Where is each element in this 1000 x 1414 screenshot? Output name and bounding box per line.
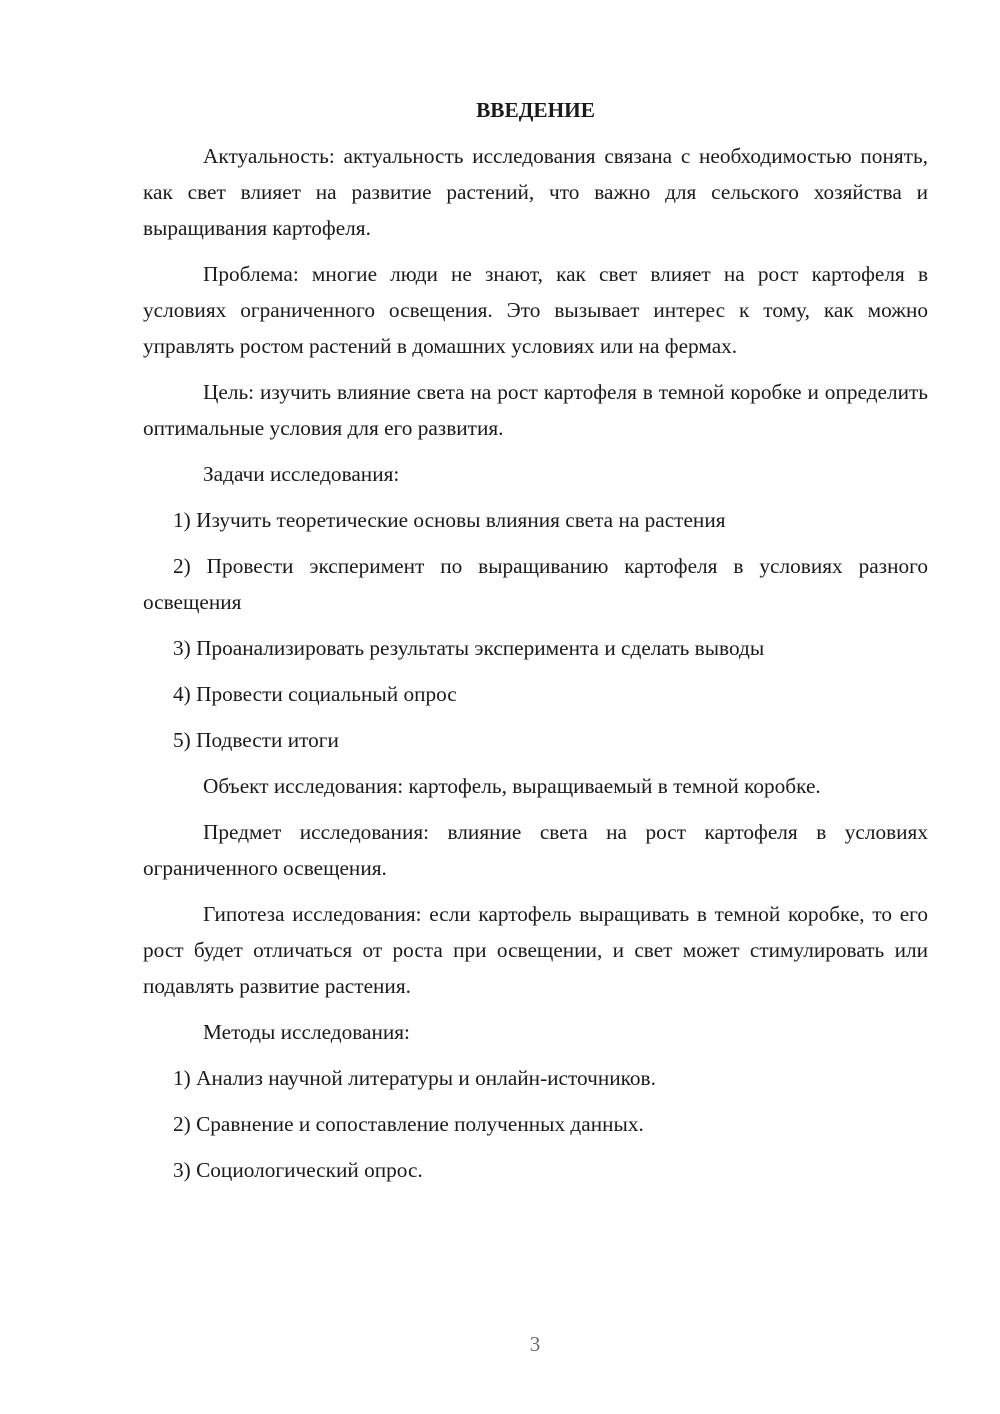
relevance-paragraph: Актуальность: актуальность исследования связана с необходимостью понять, как свет влияет на развитие растений, что важно для сельского хозяйства и выращивания картофеля. <box>143 144 928 240</box>
subject-paragraph: Предмет исследования: влияние света на рост картофеля в условиях ограниченного освещения. <box>143 820 928 880</box>
method-item-2: 2) Сравнение и сопоставление полученных данных. <box>173 1112 644 1136</box>
task-item-1: 1) Изучить теоретические основы влияния света на растения <box>173 508 726 532</box>
object-paragraph: Объект исследования: картофель, выращиваемый в темной коробке. <box>203 774 821 798</box>
page-number: 3 <box>529 1332 541 1356</box>
task-item-4: 4) Провести социальный опрос <box>173 682 457 706</box>
task-item-2: 2) Провести эксперимент по выращиванию картофеля в условиях разного освещения <box>143 554 928 614</box>
method-item-1: 1) Анализ научной литературы и онлайн-источников. <box>173 1066 656 1090</box>
section-title: ВВЕДЕНИЕ <box>476 98 595 122</box>
problem-paragraph: Проблема: многие люди не знают, как свет влияет на рост картофеля в условиях ограниченного освещения. Это вызывает интерес к тому, как можно управлять ростом растений в домашних условиях или на фермах. <box>143 262 928 358</box>
methods-heading: Методы исследования: <box>203 1020 410 1044</box>
task-item-3: 3) Проанализировать результаты эксперимента и сделать выводы <box>173 636 765 660</box>
document-page <box>143 92 928 1198</box>
goal-paragraph: Цель: изучить влияние света на рост картофеля в темной коробке и определить оптимальные условия для его развития. <box>143 380 928 440</box>
method-item-3: 3) Социологический опрос. <box>173 1158 423 1182</box>
hypothesis-paragraph: Гипотеза исследования: если картофель выращивать в темной коробке, то его рост будет отличаться от роста при освещении, и свет может стимулировать или подавлять развитие растения. <box>143 902 928 998</box>
tasks-heading: Задачи исследования: <box>203 462 400 486</box>
task-item-5: 5) Подвести итоги <box>173 728 339 752</box>
